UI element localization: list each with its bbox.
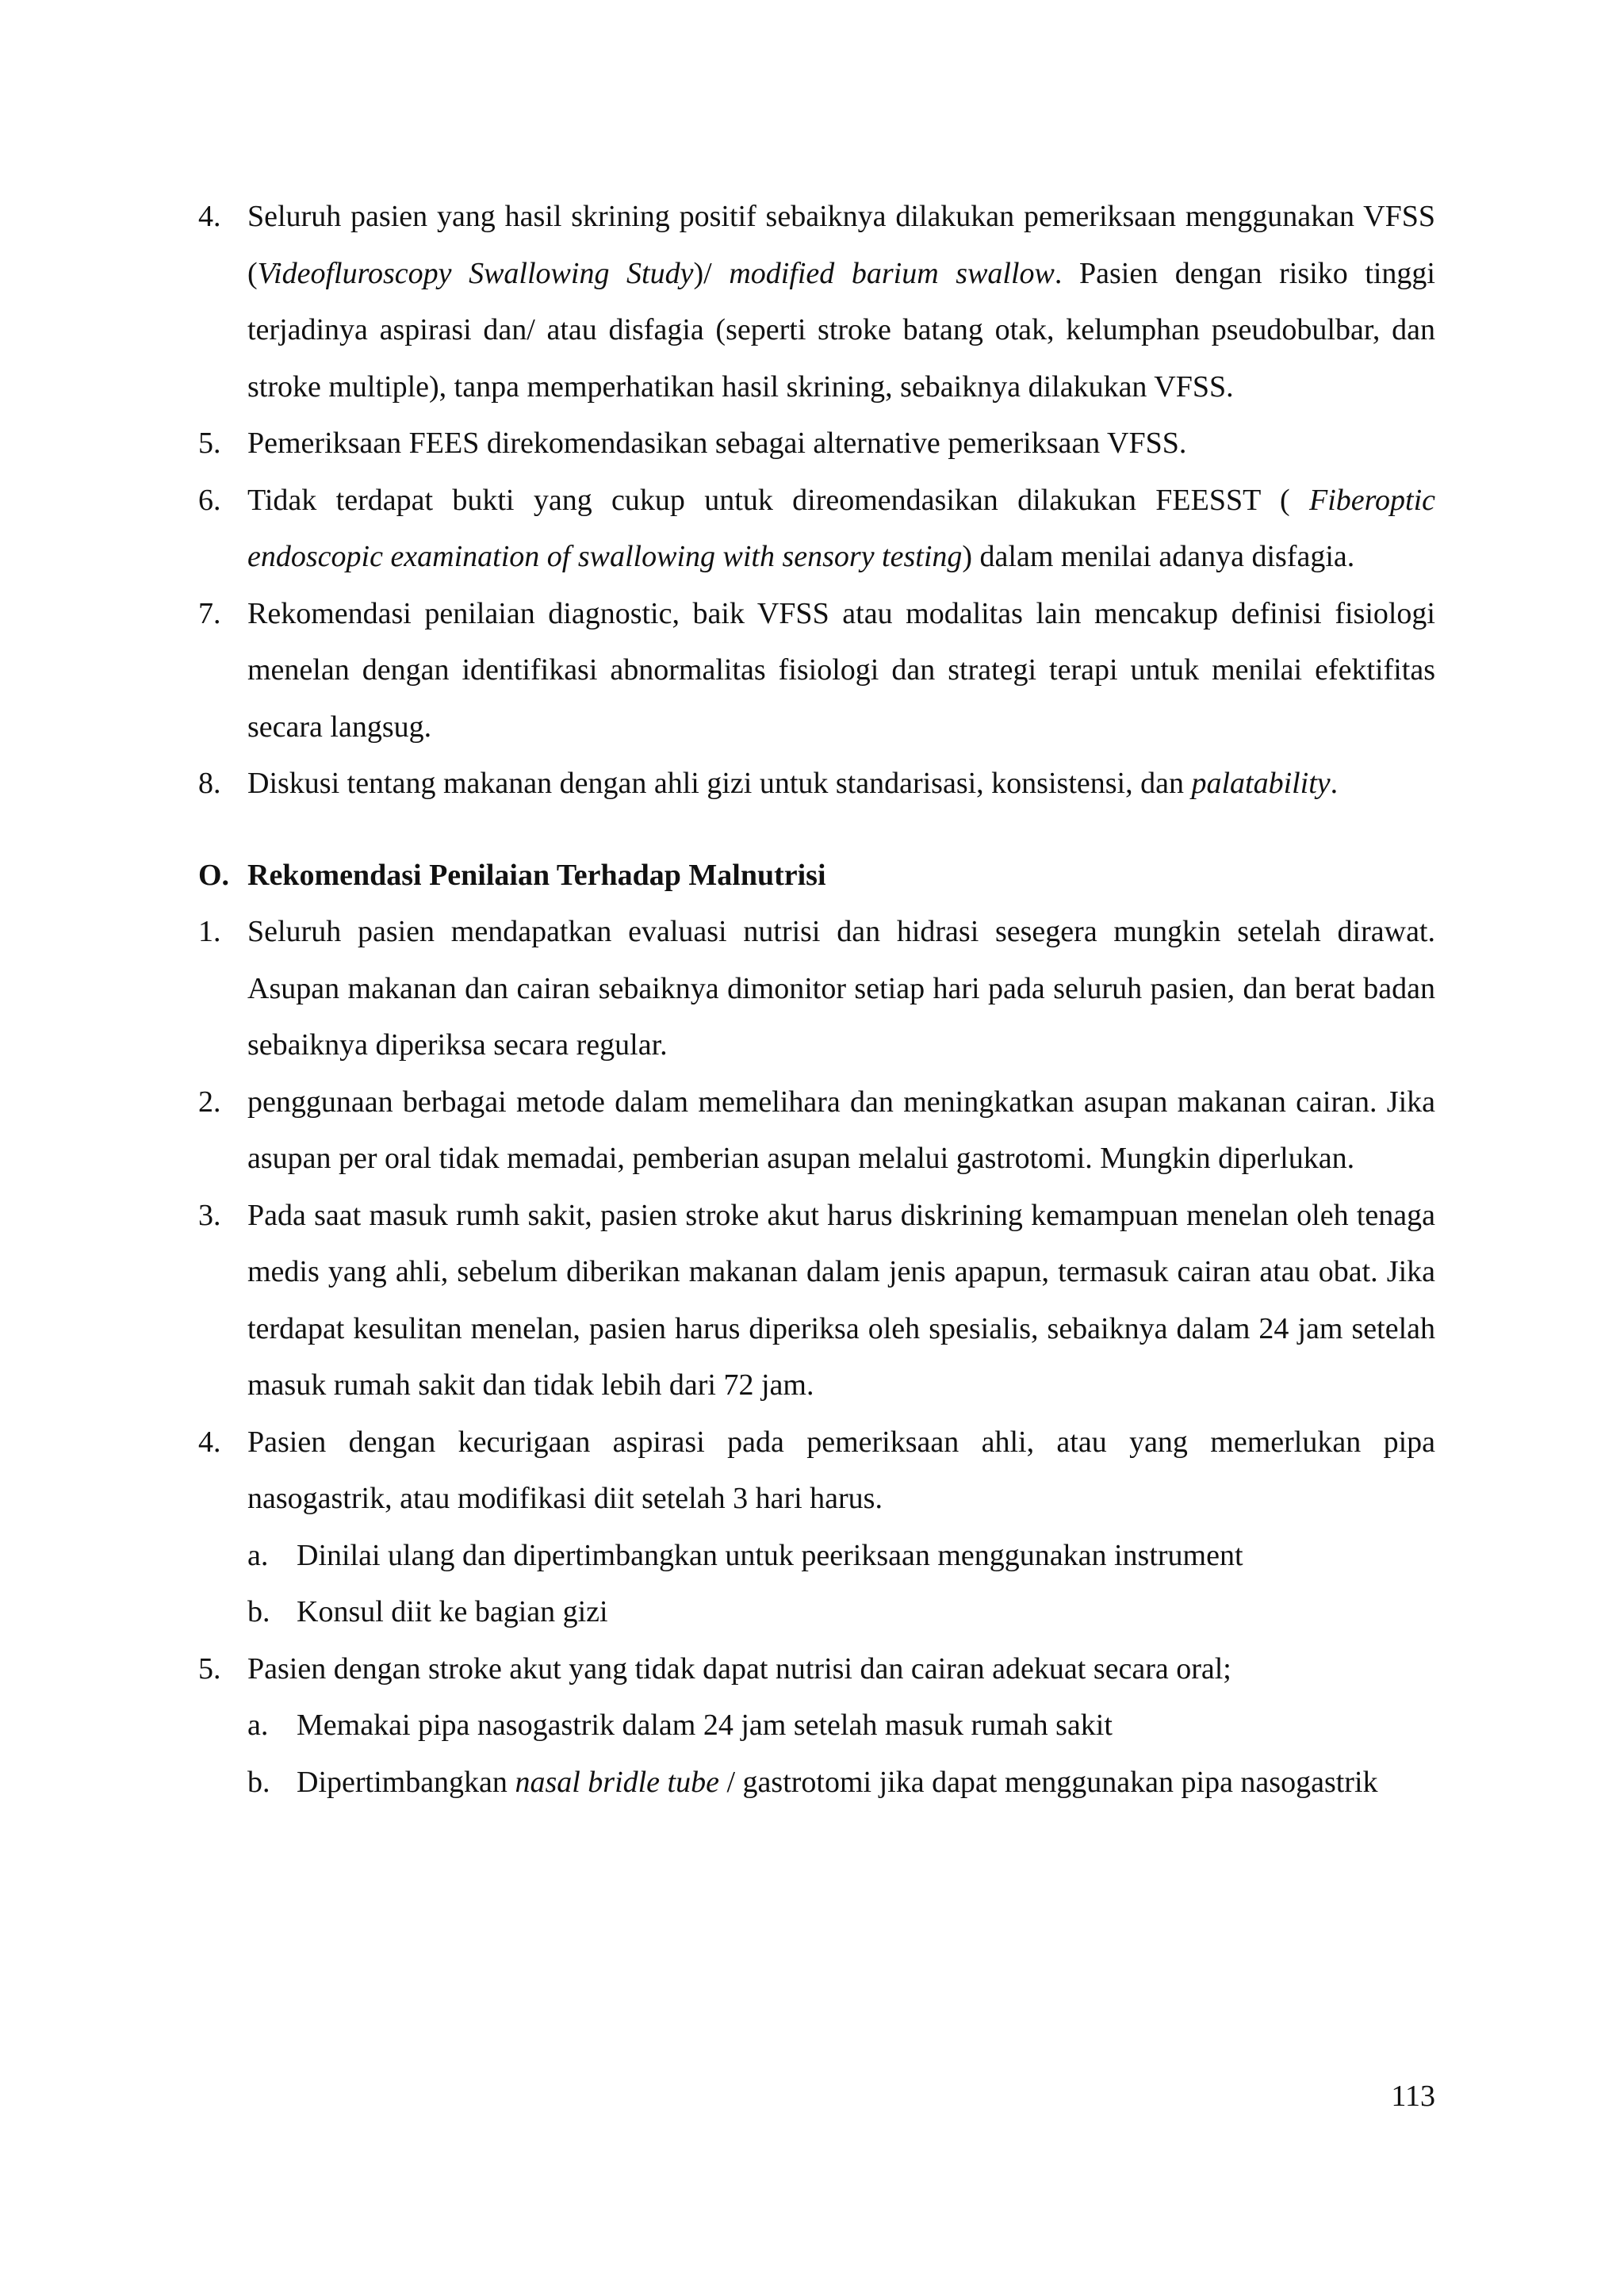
list-item-text [247,756,1435,813]
text-run: Pasien dengan stroke akut yang tidak dapat nutrisi dan cairan adekuat secara oral; [247,1651,1231,1686]
sub-list-item-text [297,1697,1435,1755]
text-run: Pasien dengan kecurigaan aspirasi pada pemeriksaan ahli, atau yang memerlukan pipa nasogastrik, atau modifikasi diit setelah 3 hari harus. [247,1425,1435,1515]
list-item-text [247,1074,1435,1188]
text-run: . Pasien dengan risiko tinggi terjadinya aspirasi dan/ atau disfagia (seperti stroke batang otak, kelumphan pseudobulbar, dan stroke multiple), tanpa memperhatikan hasil skrining, sebaiknya dilakukan VFSS. [247,256,1435,404]
sub-list-item [198,1697,1435,1755]
list-item-text [247,904,1435,1074]
list-item [198,756,1435,813]
text-run: Diskusi tentang makanan dengan ahli gizi untuk standarisasi, konsistensi, dan [247,767,1192,800]
list-item-number: 5. [198,1651,221,1686]
text-run: Pemeriksaan FEES direkomendasikan sebagai alternative pemeriksaan VFSS. [247,427,1187,460]
text-run: Seluruh pasien yang hasil skrining positif sebaiknya dilakukan pemeriksaan menggunakan VFSS ( [247,200,1435,290]
text-run: / gastrotomi jika dapat menggunakan pipa nasogastrik [718,1765,1378,1799]
text-run: Seluruh pasien mendapatkan evaluasi nutrisi dan hidrasi sesegera mungkin setelah dirawat. Asupan makanan dan cairan sebaiknya dimonitor setiap hari pada seluruh pasien, dan berat badan sebaiknya diperiksa secara regular. [247,915,1435,1062]
list-item-text [247,1188,1435,1414]
list-item-text [247,586,1435,756]
text-run: ) dalam menilai adanya disfagia. [962,540,1355,573]
text-run: Dinilai ulang dan dipertimbangkan untuk peeriksaan menggunakan instrument [297,1538,1243,1572]
list-item-number: 4. [198,200,221,233]
sub-list-item-letter: b. [247,1595,270,1628]
sub-list-item [198,1755,1435,1812]
sub-list-item-text [297,1766,1378,1799]
italic-text: Fiberoptic endoscopic examination of swallowing with sensory testing [247,483,1435,573]
text-run: Pada saat masuk rumh sakit, pasien stroke akut harus diskrining kemampuan menelan oleh tenaga medis yang ahli, sebelum diberikan makanan dalam jenis apapun, termasuk cairan atau obat. Jika terdapat kesulitan menelan, pasien harus diperiksa oleh spesialis, sebaiknya dalam 24 jam setelah masuk rumah sakit dan tidak lebih dari 72 jam. [247,1198,1435,1402]
recommendation-list-continued [198,189,1435,813]
section-heading [198,848,1435,905]
list-item-number: 8. [198,767,221,800]
text-run: . [1330,767,1339,800]
list-item-number: 4. [198,1425,221,1459]
list-item [198,189,1435,415]
text-run: penggunaan berbagai metode dalam memelihara dan meningkatkan asupan makanan cairan. Jika asupan per oral tidak memadai, pemberian asupan melalui gastrotomi. Mungkin diperlukan. [247,1085,1435,1175]
sub-list-item-letter: a. [247,1538,269,1572]
list-item-text [247,415,1435,473]
list-item [198,586,1435,756]
text-run: Dipertimbangkan [297,1765,515,1799]
sub-list-item [198,1528,1435,1585]
italic-text: modified barium swallow [729,256,1055,290]
sub-list-item-letter: a. [247,1709,269,1742]
list-item-number: 1. [198,915,221,948]
list-item-text [247,473,1435,586]
sub-list-item-text [297,1528,1435,1585]
list-item-text [247,1641,1435,1698]
text-run: Tidak terdapat bukti yang cukup untuk direomendasikan dilakukan FEESST ( [247,483,1309,517]
text-run: Rekomendasi penilaian diagnostic, baik VFSS atau modalitas lain mencakup definisi fisiologi menelan dengan identifikasi abnormalitas fisiologi dan strategi terapi untuk menilai efektifitas secara langsug. [247,596,1435,744]
section-title: Rekomendasi Penilaian Terhadap Malnutrisi [247,858,826,892]
list-item-number: 6. [198,483,221,517]
list-item [198,904,1435,1074]
list-item-number: 2. [198,1085,221,1119]
list-item [198,1641,1435,1698]
sub-list-item [198,1584,1435,1641]
document-page [198,189,1435,1811]
section-letter: O. [198,858,230,892]
text-run: Konsul diit ke bagian gizi [297,1595,608,1628]
page-number: 113 [1391,2080,1435,2113]
text-run: )/ [693,256,730,290]
malnutrition-recommendation-list [198,904,1435,1811]
sub-list-item-letter: b. [247,1765,270,1799]
list-item-number: 7. [198,596,221,630]
italic-text: nasal bridle tube [515,1765,719,1799]
list-item [198,473,1435,586]
text-run: Memakai pipa nasogastrik dalam 24 jam setelah masuk rumah sakit [297,1709,1113,1742]
list-item [198,415,1435,473]
list-item [198,1188,1435,1414]
list-item [198,1074,1435,1188]
italic-text: Videofluroscopy Swallowing Study [257,256,694,290]
list-item-text [247,1414,1435,1528]
list-item-text [247,189,1435,415]
list-item-number: 5. [198,427,221,460]
italic-text: palatability [1191,767,1331,800]
list-item [198,1414,1435,1528]
list-item-number: 3. [198,1198,221,1232]
sub-list-item-text [297,1584,1435,1641]
